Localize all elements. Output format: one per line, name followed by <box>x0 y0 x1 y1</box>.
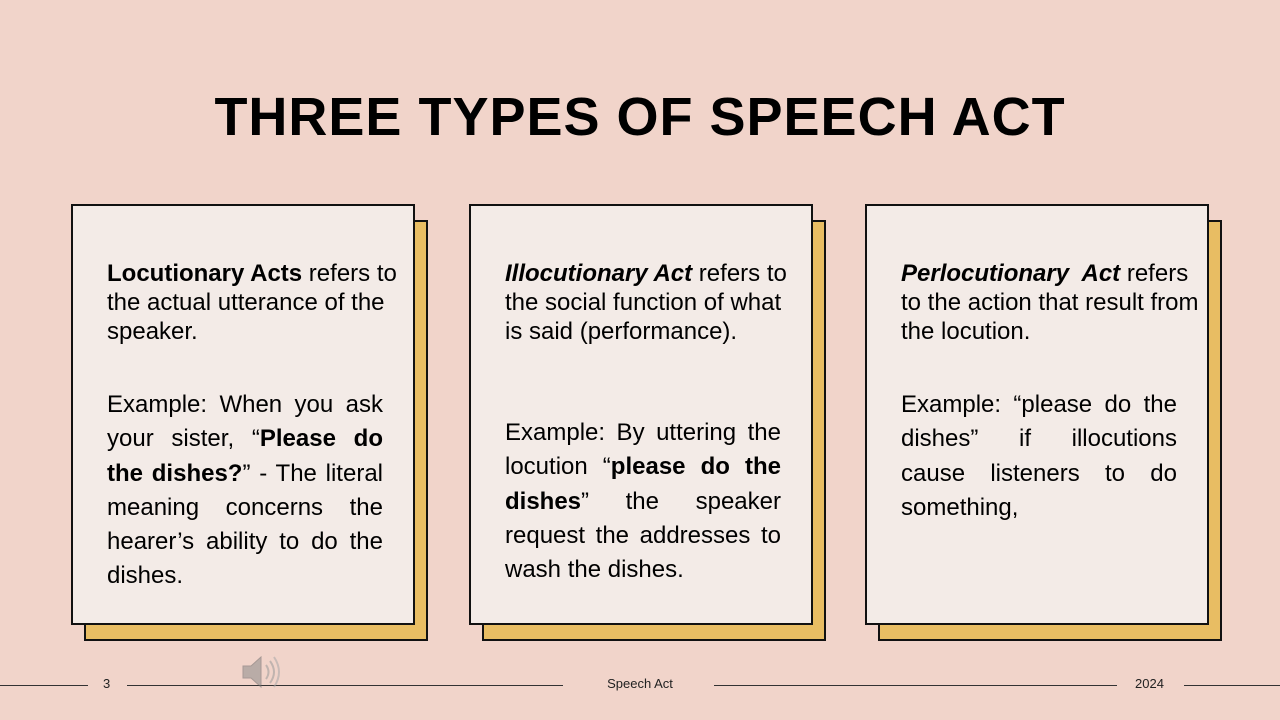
example-quote: Please do the dishes? <box>107 425 383 487</box>
term: Locutionary Acts <box>107 260 303 287</box>
example-lead: Example: When you ask your sister, “ <box>107 391 383 453</box>
example-lead: Example: By uttering the locution “ <box>505 419 781 481</box>
page-number: 3 <box>103 676 111 691</box>
example-text <box>107 388 383 594</box>
slide-title: THREE TYPES OF SPEECH ACT <box>214 87 1066 147</box>
example-tail: ” the speaker request the addresses to wash the dishes. <box>505 487 781 584</box>
term: Illocutionary Act <box>505 260 693 287</box>
card-locutionary <box>71 204 415 625</box>
definition-rest: refers to the action that result from the locution. <box>901 260 1199 345</box>
footer-year: 2024 <box>1135 676 1164 691</box>
footer-rule <box>127 685 563 686</box>
example-text: Example: “please do the dishes” if illocutions cause listeners to do something, <box>901 391 1177 521</box>
card-face <box>469 204 813 625</box>
footer-rule <box>714 685 1117 686</box>
example-tail: ” - The literal meaning concerns the hearer’s ability to do the dishes. <box>107 459 383 590</box>
footer-title: Speech Act <box>607 676 673 691</box>
definition-rest: refers to the social function of what is said (performance). <box>505 260 787 345</box>
example-text <box>505 416 781 587</box>
card-face <box>71 204 415 625</box>
term: Perlocutionary Act <box>901 260 1121 287</box>
definition-text <box>107 259 407 346</box>
example-quote: please do the dishes <box>505 453 781 515</box>
footer-rule <box>0 685 88 686</box>
card-perlocutionary <box>865 204 1209 625</box>
speaker-icon[interactable] <box>240 652 284 692</box>
definition-text <box>901 259 1201 346</box>
definition-rest: refers to the actual utterance of the speaker. <box>107 260 397 345</box>
footer-rule <box>1184 685 1280 686</box>
card-illocutionary <box>469 204 813 625</box>
definition-text <box>505 259 805 346</box>
card-face <box>865 204 1209 625</box>
